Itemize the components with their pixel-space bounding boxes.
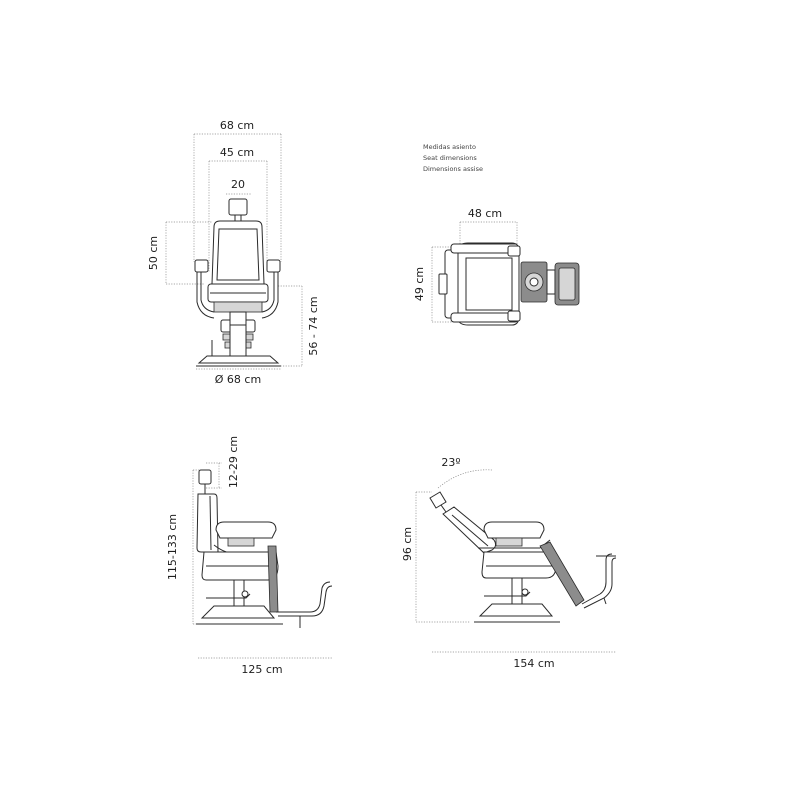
seat-dimensions-label-en: Seat dimensions bbox=[423, 154, 477, 162]
reclined-length-label: 154 cm bbox=[513, 657, 555, 670]
reclined-view bbox=[401, 456, 616, 670]
side-view bbox=[166, 436, 332, 676]
reclined-height-label: 96 cm bbox=[401, 526, 414, 562]
backrest-height-dimension bbox=[147, 222, 212, 284]
front-chair-illustration bbox=[195, 199, 281, 366]
reclined-chair-illustration bbox=[430, 492, 616, 622]
base-diameter-dimension bbox=[196, 369, 281, 386]
headrest-width-dimension bbox=[226, 178, 251, 194]
side-length-dimension bbox=[198, 658, 332, 676]
recline-angle-dimension bbox=[438, 456, 492, 488]
side-length-label: 125 cm bbox=[241, 663, 283, 676]
seat-dimensions-view bbox=[413, 143, 579, 325]
top-chair-illustration bbox=[439, 243, 579, 325]
backrest-height-label: 50 cm bbox=[147, 235, 160, 271]
seat-width-label: 45 cm bbox=[219, 146, 255, 159]
seat-depth-label: 49 cm bbox=[413, 266, 426, 302]
reclined-length-dimension bbox=[432, 652, 616, 670]
overall-width-label: 68 cm bbox=[219, 119, 255, 132]
side-chair-illustration bbox=[196, 470, 332, 628]
headrest-width-label: 20 bbox=[231, 178, 245, 191]
total-height-dimension bbox=[166, 470, 200, 624]
recline-angle-label: 23º bbox=[441, 456, 461, 469]
seat-dimensions-label-es: Medidas asiento bbox=[423, 143, 476, 151]
seat-dimensions-label-fr: Dimensions assise bbox=[423, 165, 483, 173]
base-diameter-label: Ø 68 cm bbox=[214, 373, 262, 386]
seat-width-top-label: 48 cm bbox=[467, 207, 503, 220]
seat-width-top-dimension bbox=[460, 207, 517, 245]
front-view bbox=[147, 119, 320, 386]
headrest-adjust-label: 12-29 cm bbox=[227, 435, 240, 489]
seat-height-label: 56 - 74 cm bbox=[307, 296, 320, 356]
total-height-label: 115-133 cm bbox=[166, 513, 179, 581]
